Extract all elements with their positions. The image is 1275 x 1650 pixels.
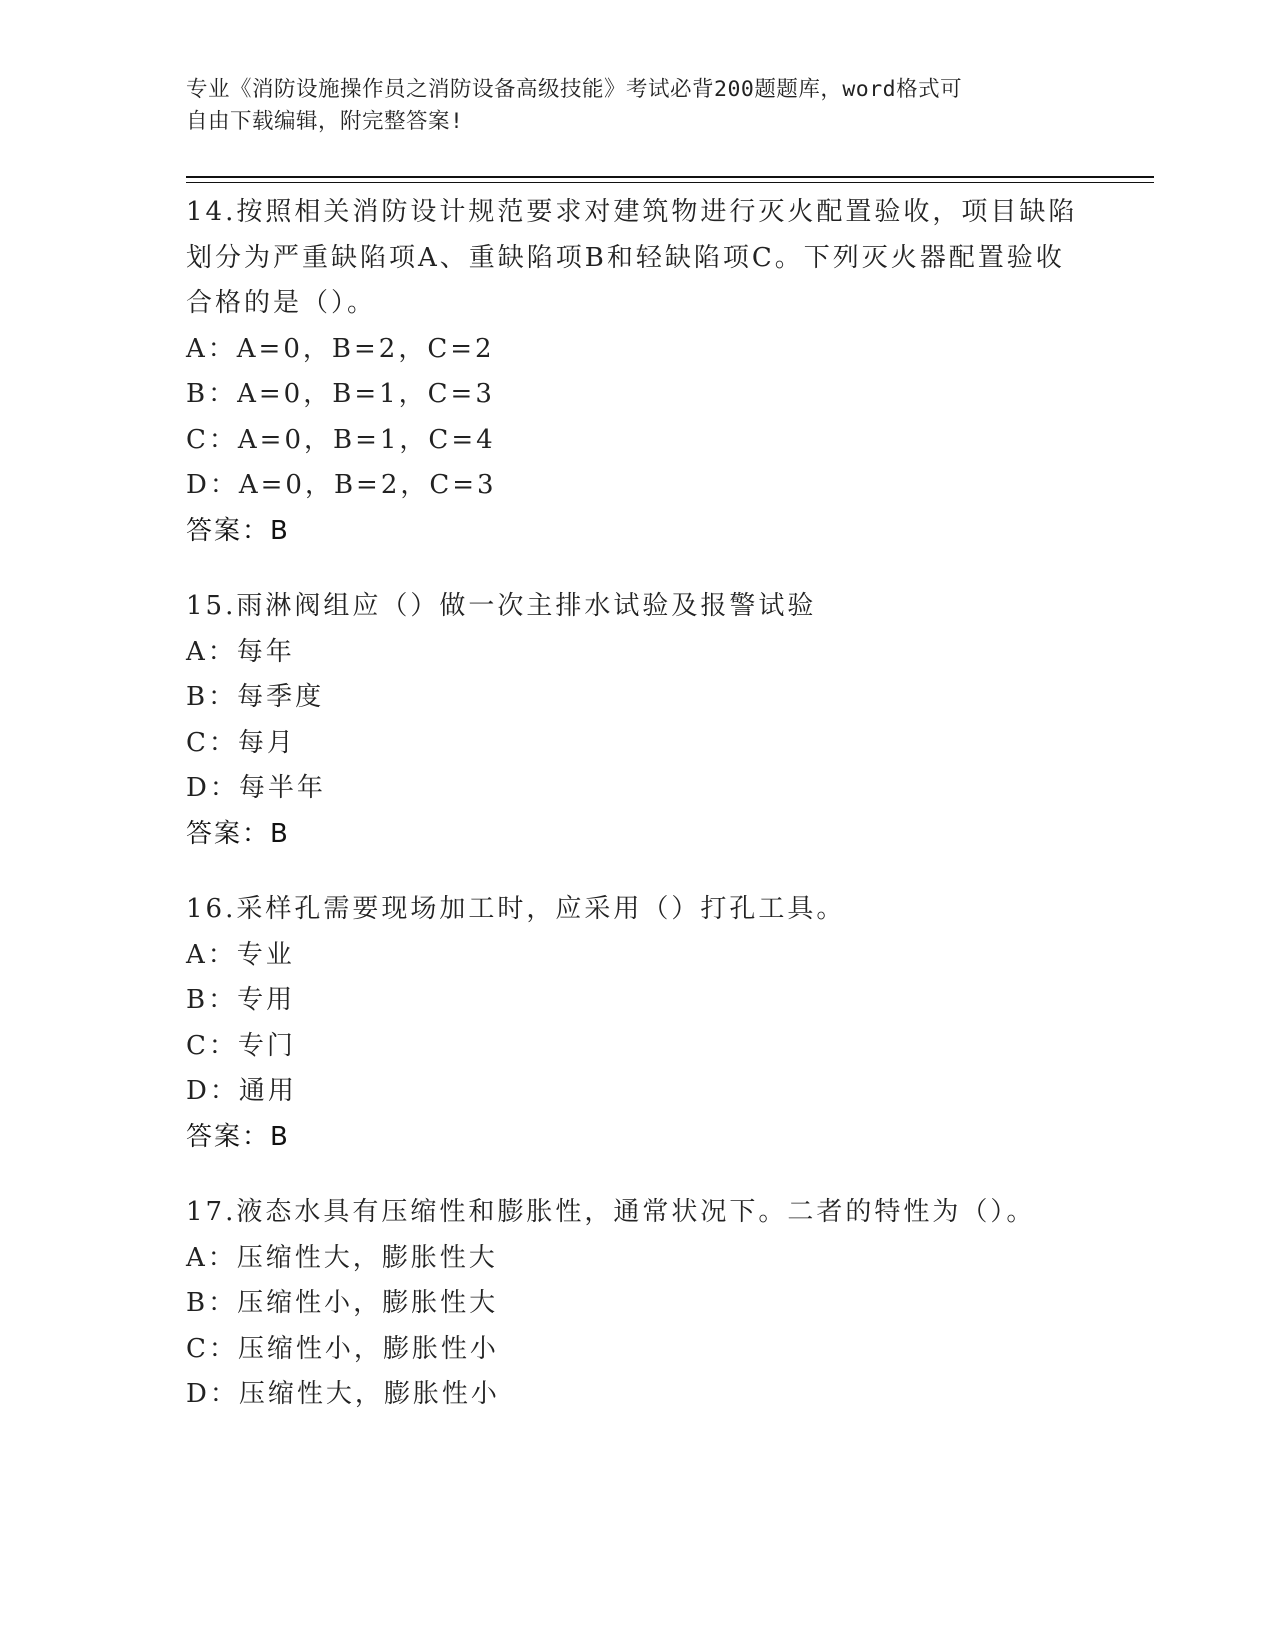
option-b: B：A=0，B=1，C=3	[186, 379, 495, 409]
document-header	[186, 74, 1066, 138]
option-d: D：通用	[186, 1076, 297, 1106]
option-b: B：专用	[186, 985, 296, 1015]
question-17	[186, 1190, 1086, 1418]
header-divider-thin	[186, 182, 1154, 183]
option-c: C：每月	[186, 727, 296, 758]
option-b: B：每季度	[186, 682, 325, 712]
option-c: C：压缩性小，膨胀性小	[186, 1333, 499, 1364]
question-text: 15.雨淋阀组应（）做一次主排水试验及报警试验	[186, 591, 817, 621]
option-b: B：压缩性小，膨胀性大	[186, 1288, 499, 1318]
option-d: D：压缩性大，膨胀性小	[186, 1379, 500, 1409]
answer-line: 答案：B	[186, 818, 290, 849]
header-line: 自由下载编辑，附完整答案!	[186, 109, 464, 134]
option-a: A：压缩性大，膨胀性大	[186, 1242, 498, 1273]
question-text: 14.按照相关消防设计规范要求对建筑物进行灭火配置验收，项目缺陷	[186, 197, 1078, 227]
question-16	[186, 887, 1086, 1160]
answer-line: 答案：B	[186, 515, 290, 546]
question-14	[186, 190, 1086, 554]
header-divider-thick	[186, 176, 1154, 178]
option-d: D：A=0，B=2，C=3	[186, 470, 497, 500]
option-c: C：A=0，B=1，C=4	[186, 424, 496, 455]
question-text: 17.液态水具有压缩性和膨胀性，通常状况下。二者的特性为（）。	[186, 1197, 1036, 1227]
option-a: A：专业	[186, 939, 295, 970]
answer-line: 答案：B	[186, 1121, 290, 1152]
header-line: 专业《消防设施操作员之消防设备高级技能》考试必背200题题库，word格式可	[186, 77, 963, 102]
option-c: C：专门	[186, 1030, 296, 1061]
question-text: 划分为严重缺陷项A、重缺陷项B和轻缺陷项C。下列灭火器配置验收	[186, 242, 1065, 273]
question-text: 合格的是（）。	[186, 288, 377, 318]
option-d: D：每半年	[186, 773, 326, 803]
option-a: A：每年	[186, 636, 295, 667]
question-list	[186, 190, 1086, 1448]
question-text: 16.采样孔需要现场加工时，应采用（）打孔工具。	[186, 894, 846, 924]
option-a: A：A=0，B=2，C=2	[186, 333, 495, 364]
question-15	[186, 584, 1086, 857]
